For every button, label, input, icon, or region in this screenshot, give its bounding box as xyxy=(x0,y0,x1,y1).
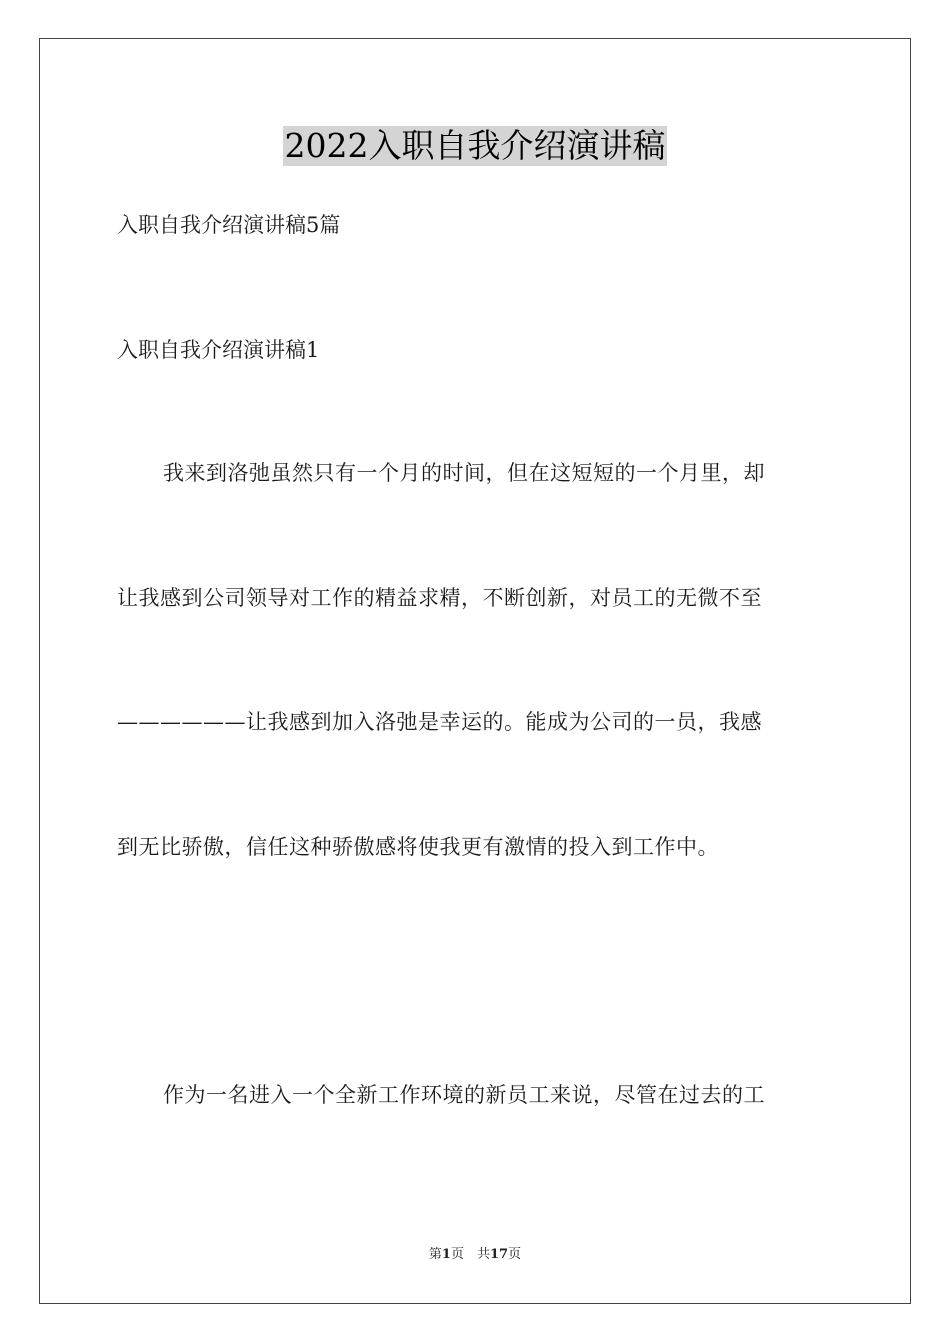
paragraph1-line4: 到无比骄傲，信任这种骄傲感将使我更有激情的投入到工作中。 xyxy=(117,835,719,859)
paragraph1-line3: ——————让我感到加入洛弛是幸运的。能成为公司的一员，我感 xyxy=(117,710,762,734)
title-container xyxy=(0,126,950,166)
footer-page-suffix: 页 xyxy=(508,1247,522,1262)
footer-page-prefix: 第 xyxy=(428,1247,442,1262)
document-subtitle: 入职自我介绍演讲稿5篇 xyxy=(117,213,341,237)
paragraph1-line1: 我来到洛弛虽然只有一个月的时间，但在这短短的一个月里，却 xyxy=(163,461,765,485)
footer-page-current: 1 xyxy=(441,1247,451,1262)
page-footer xyxy=(0,1246,950,1264)
footer-page-total: 17 xyxy=(489,1247,509,1262)
paragraph2-line1: 作为一名进入一个全新工作环境的新员工来说，尽管在过去的工 xyxy=(163,1083,765,1107)
section-heading: 入职自我介绍演讲稿1 xyxy=(117,338,320,362)
paragraph1-line2: 让我感到公司领导对工作的精益求精，不断创新，对员工的无微不至 xyxy=(117,586,762,610)
footer-page-mid: 页 共 xyxy=(450,1247,490,1262)
document-title: 2022入职自我介绍演讲稿 xyxy=(284,126,666,165)
